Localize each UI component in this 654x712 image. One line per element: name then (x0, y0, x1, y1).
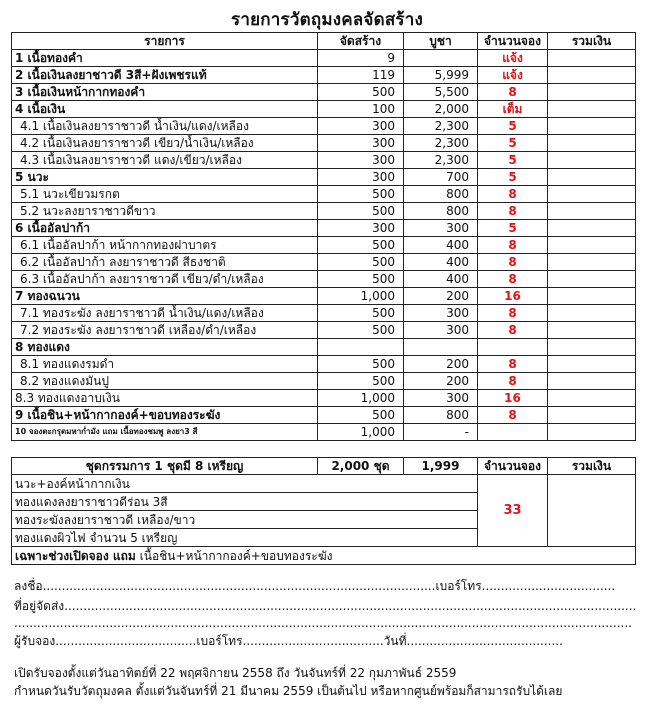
amulet-list-table (11, 32, 636, 441)
item-reserved: 8 (478, 356, 548, 373)
item-quantity: 500 (318, 203, 404, 220)
item-reserved: 8 (478, 203, 548, 220)
item-price: 2,300 (404, 118, 478, 135)
item-reserved: 5 (478, 135, 548, 152)
item-name: 5.1 นวะเขียวมรกต (12, 186, 318, 203)
item-quantity: 100 (318, 101, 404, 118)
item-total[interactable] (548, 424, 636, 441)
table-row (12, 101, 636, 118)
item-name: 7 ทองฉนวน (12, 288, 318, 305)
item-name: 3 เนื้อเงินหน้ากากทองคำ (12, 84, 318, 101)
pickup-note: กำหนดวันรับวัตถุมงคล ตั้งแต่วันจันทร์ที่ 21 มีนาคม 2559 เป็นต้นไป หรือหากศูนย์พร้อมก็สามารถรับได้เลย (14, 684, 563, 698)
item-price (404, 50, 478, 67)
table-row (12, 84, 636, 101)
item-price (404, 339, 478, 356)
item-quantity: 300 (318, 135, 404, 152)
item-price: 300 (404, 322, 478, 339)
item-reserved: 8 (478, 407, 548, 424)
bonus-label: เฉพาะช่วงเปิดจอง แถม (15, 548, 136, 563)
item-name: 6.3 เนื้ออัลปาก้า ลงยาราชาวดี เขียว/ดำ/เหลือง (12, 271, 318, 288)
item-name: 8.1 ทองแดงรมดำ (12, 356, 318, 373)
table-row (12, 254, 636, 271)
item-reserved: แจ้ง (478, 67, 548, 84)
bonus-text: เนื้อชิน+หน้ากากองค์+ขอบทองระฆัง (139, 548, 333, 563)
receiver-phone-label: เบอร์โทร (196, 634, 243, 648)
item-quantity: 1,000 (318, 424, 404, 441)
item-name: 4.2 เนื้อเงินลงยาราชาวดี เขียว/น้ำเงิน/เหลือง (12, 135, 318, 152)
set-reserve-count: 33 (478, 475, 548, 547)
header-total: รวมเงิน (548, 33, 636, 50)
table-row (12, 152, 636, 169)
set-header-row (12, 458, 636, 475)
item-quantity: 500 (318, 356, 404, 373)
item-price: 2,300 (404, 135, 478, 152)
header-price: บูชา (404, 33, 478, 50)
item-price: 800 (404, 186, 478, 203)
item-quantity: 500 (318, 373, 404, 390)
set-reserve-header: จำนวนจอง (478, 458, 548, 475)
item-reserved (478, 339, 548, 356)
table-row (12, 288, 636, 305)
item-reserved: แจ้ง (478, 50, 548, 67)
table-row (12, 390, 636, 407)
item-reserved: 8 (478, 305, 548, 322)
open-period-note: เปิดรับจองตั้งแต่วันอาทิตย์ที่ 22 พฤศจิกายน 2558 ถึง วันจันทร์ที่ 22 กุมภาพันธ์ 2559 (14, 666, 457, 680)
item-quantity: 300 (318, 220, 404, 237)
address-label: ที่อยู่จัดส่ง (14, 599, 65, 613)
table-row (12, 186, 636, 203)
item-name: 10 จองตะกรุดมหาก่ำมัง แถม เนื้อทองชมพู ลงยา3 สี (12, 424, 318, 441)
item-reserved: 8 (478, 186, 548, 203)
item-quantity: 300 (318, 118, 404, 135)
table-row (12, 339, 636, 356)
item-reserved: 16 (478, 288, 548, 305)
item-reserved: เต็ม (478, 101, 548, 118)
item-price: 200 (404, 356, 478, 373)
item-total[interactable] (548, 237, 636, 254)
item-price: 200 (404, 288, 478, 305)
set-item: ทองแดงผิวไฟ จำนวน 5 เหรียญ (12, 529, 478, 547)
item-reserved: 8 (478, 237, 548, 254)
item-total[interactable] (548, 84, 636, 101)
item-total[interactable] (548, 373, 636, 390)
item-name: 8 ทองแดง (12, 339, 318, 356)
item-price: - (404, 424, 478, 441)
item-reserved: 8 (478, 84, 548, 101)
table-header-row (12, 33, 636, 50)
set-quantity: 2,000 ชุด (318, 458, 404, 475)
header-item: รายการ (12, 33, 318, 50)
item-total[interactable] (548, 118, 636, 135)
committee-set-table (11, 457, 636, 565)
table-row (12, 424, 636, 441)
item-reserved (478, 424, 548, 441)
item-quantity (318, 339, 404, 356)
item-price: 800 (404, 407, 478, 424)
item-name: 6.1 เนื้ออัลปาก้า หน้ากากทองฝาบาตร (12, 237, 318, 254)
item-name: 5 นวะ (12, 169, 318, 186)
item-price: 300 (404, 390, 478, 407)
item-price: 400 (404, 254, 478, 271)
address-line-2[interactable]: .................................................................................................................................................................. (14, 616, 632, 630)
item-name: 5.2 นวะลงยาราชาวดีขาว (12, 203, 318, 220)
item-reserved: 8 (478, 271, 548, 288)
item-total[interactable] (548, 169, 636, 186)
set-title: ชุดกรรมการ 1 ชุดมี 8 เหรียญ (12, 458, 318, 475)
item-total[interactable] (548, 356, 636, 373)
item-total[interactable] (548, 220, 636, 237)
item-price: 300 (404, 220, 478, 237)
item-total[interactable] (548, 254, 636, 271)
table-row (12, 169, 636, 186)
item-price: 400 (404, 271, 478, 288)
set-item: ทองแดงลงยาราชาวดีร่อน 3สี (12, 493, 478, 511)
name-phone-line[interactable]: ลงชื่อ.......................................................................................................เบอร์โทร................................... (14, 579, 616, 593)
page-title: รายการวัตถุมงคลจัดสร้าง (231, 10, 423, 30)
item-quantity: 9 (318, 50, 404, 67)
item-total[interactable] (548, 322, 636, 339)
name-label: ลงชื่อ (14, 579, 43, 593)
item-name: 2 เนื้อเงินลงยาชาวดี 3สี+ฝังเพชรแท้ (12, 67, 318, 84)
item-price: 2,000 (404, 101, 478, 118)
item-name: 4.3 เนื้อเงินลงยาราชาวดี แดง/เขียว/เหลือง (12, 152, 318, 169)
table-row (12, 407, 636, 424)
item-name: 1 เนื้อทองคำ (12, 50, 318, 67)
table-row (12, 322, 636, 339)
table-row (12, 271, 636, 288)
receiver-label: ผู้รับจอง (14, 634, 56, 648)
item-quantity: 1,000 (318, 288, 404, 305)
item-quantity: 119 (318, 67, 404, 84)
item-name: 9 เนื้อชิน+หน้ากากองค์+ขอบทองระฆัง (12, 407, 318, 424)
set-price: 1,999 (404, 458, 478, 475)
item-reserved: 8 (478, 254, 548, 271)
table-row (12, 237, 636, 254)
item-quantity: 500 (318, 186, 404, 203)
set-total-header: รวมเงิน (548, 458, 636, 475)
item-quantity: 300 (318, 152, 404, 169)
item-quantity: 500 (318, 322, 404, 339)
item-name: 8.3 ทองแดงอาบเงิน (12, 390, 318, 407)
item-name: 6.2 เนื้ออัลปาก้า ลงยาราชาวดี สีธงชาติ (12, 254, 318, 271)
header-quantity: จัดสร้าง (318, 33, 404, 50)
item-quantity: 500 (318, 305, 404, 322)
item-reserved: 5 (478, 220, 548, 237)
table-row (12, 67, 636, 84)
item-quantity: 500 (318, 407, 404, 424)
item-reserved: 5 (478, 118, 548, 135)
item-total[interactable] (548, 390, 636, 407)
item-total[interactable] (548, 67, 636, 84)
item-total[interactable] (548, 203, 636, 220)
item-price: 300 (404, 305, 478, 322)
item-reserved: 8 (478, 373, 548, 390)
set-item: ทองระฆังลงยาราชาวดี เหลือง/ขาว (12, 511, 478, 529)
item-reserved: 8 (478, 322, 548, 339)
table-row (12, 118, 636, 135)
item-quantity: 500 (318, 84, 404, 101)
item-price: 5,500 (404, 84, 478, 101)
item-name: 4 เนื้อเงิน (12, 101, 318, 118)
header-reserved: จำนวนจอง (478, 33, 548, 50)
item-total[interactable] (548, 339, 636, 356)
item-total[interactable] (548, 271, 636, 288)
set-bonus (12, 547, 636, 565)
set-item: นวะ+องค์หน้ากากเงิน (12, 475, 478, 493)
table-row (12, 135, 636, 152)
item-quantity: 500 (318, 254, 404, 271)
set-item-row (12, 475, 636, 493)
item-price: 400 (404, 237, 478, 254)
item-name: 4.1 เนื้อเงินลงยาราชาวดี น้ำเงิน/แดง/เหลือง (12, 118, 318, 135)
item-price: 2,300 (404, 152, 478, 169)
table-body (12, 50, 636, 441)
item-total[interactable] (548, 135, 636, 152)
item-total[interactable] (548, 288, 636, 305)
table-row (12, 203, 636, 220)
item-name: 7.2 ทองระฆัง ลงยาราชาวดี เหลือง/ดำ/เหลือง (12, 322, 318, 339)
address-line[interactable]: ที่อยู่จัดส่ง...................................................................................................................................................... (14, 599, 637, 613)
table-row (12, 50, 636, 67)
item-name: 6 เนื้ออัลปาก้า (12, 220, 318, 237)
item-name: 7.1 ทองระฆัง ลงยาราชาวดี น้ำเงิน/แดง/เหลือง (12, 305, 318, 322)
table-row (12, 305, 636, 322)
item-reserved: 5 (478, 152, 548, 169)
item-total[interactable] (548, 152, 636, 169)
table-row (12, 220, 636, 237)
phone-label: เบอร์โทร (435, 579, 482, 593)
item-quantity: 1,000 (318, 390, 404, 407)
item-total[interactable] (548, 305, 636, 322)
item-total[interactable] (548, 101, 636, 118)
set-total-cell[interactable] (548, 475, 636, 547)
item-total[interactable] (548, 186, 636, 203)
item-quantity: 300 (318, 169, 404, 186)
item-quantity: 500 (318, 237, 404, 254)
set-bonus-row (12, 547, 636, 565)
item-reserved: 5 (478, 169, 548, 186)
item-quantity: 500 (318, 271, 404, 288)
item-price: 200 (404, 373, 478, 390)
item-name: 8.2 ทองแดงมันปู (12, 373, 318, 390)
item-price: 700 (404, 169, 478, 186)
receiver-line[interactable]: ผู้รับจอง.....................................เบอร์โทร.....................................วันที่......................................... (14, 634, 563, 648)
table-row (12, 373, 636, 390)
date-label: วันที่ (383, 634, 407, 648)
item-price: 800 (404, 203, 478, 220)
item-price: 5,999 (404, 67, 478, 84)
item-total[interactable] (548, 50, 636, 67)
table-row (12, 356, 636, 373)
item-reserved: 16 (478, 390, 548, 407)
item-total[interactable] (548, 407, 636, 424)
